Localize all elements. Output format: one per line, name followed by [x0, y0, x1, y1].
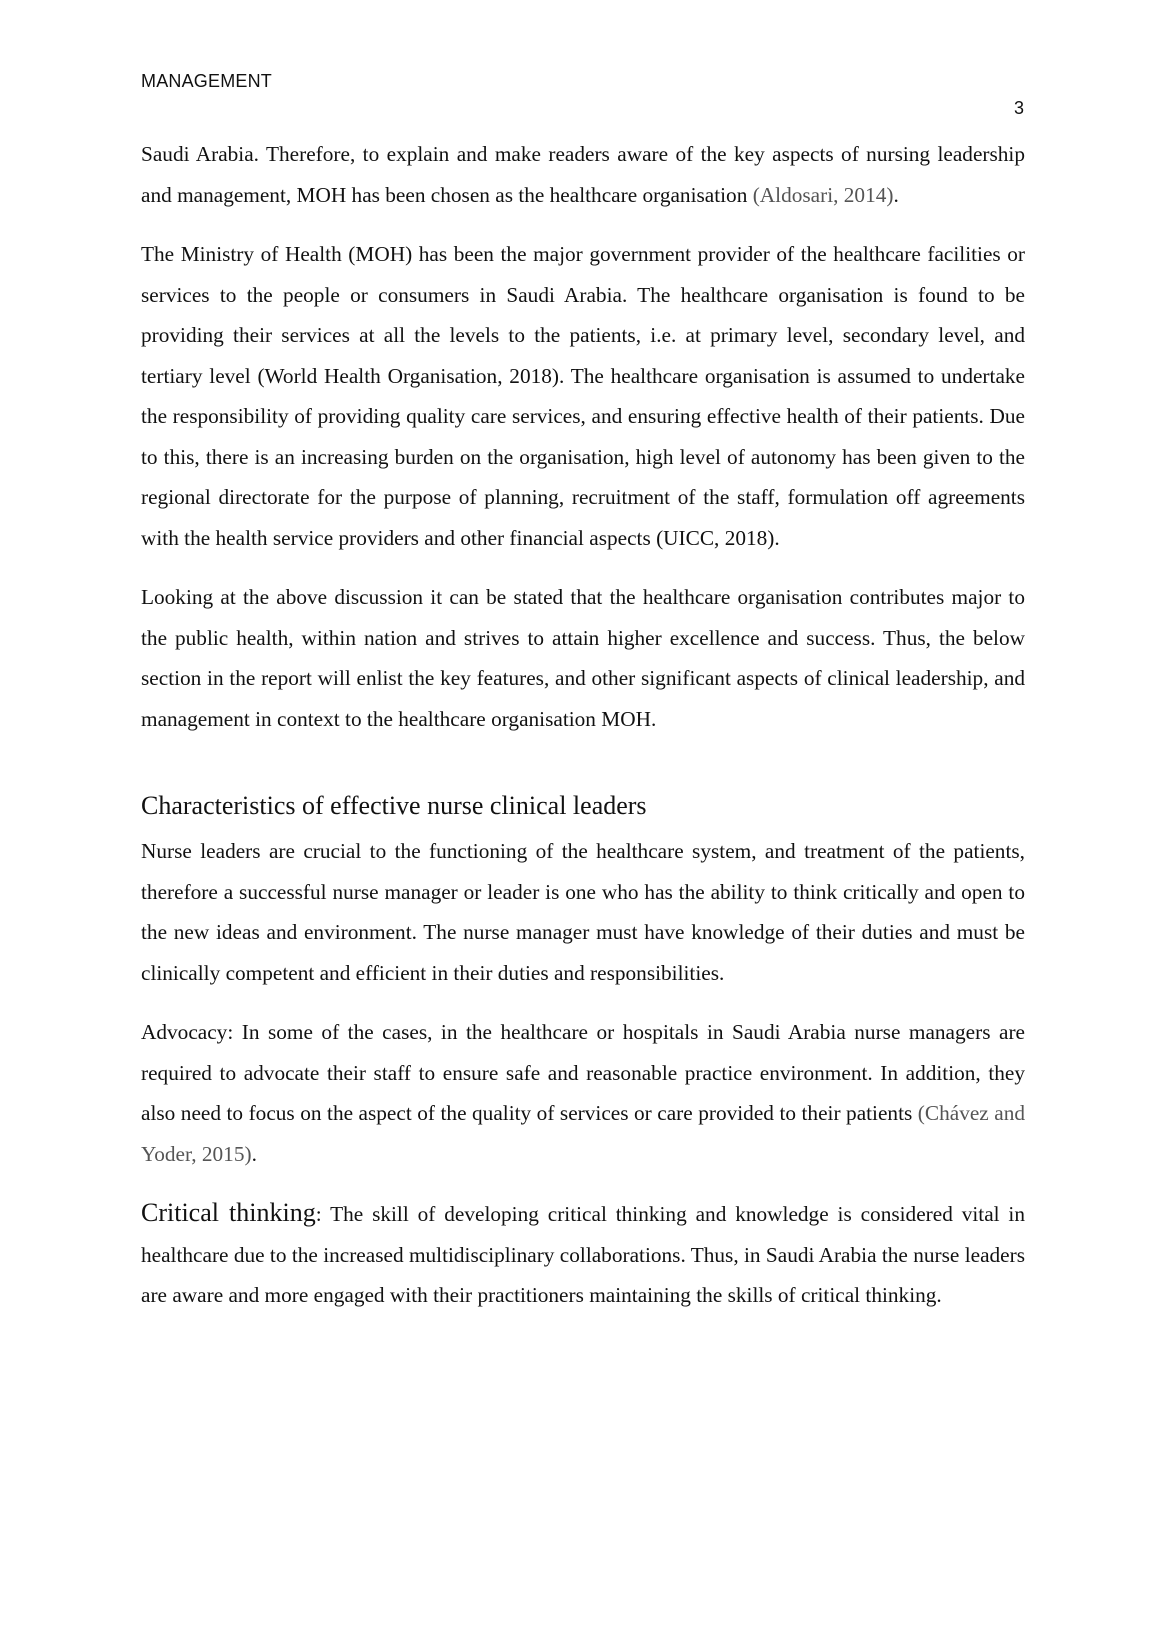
paragraph-intro-continuation [141, 134, 1025, 215]
paragraph-nurse-leaders: Nurse leaders are crucial to the functioning of the healthcare system, and treatment of the patients, therefore a successful nurse manager or leader is one who has the ability to think critically and open to the new ideas and environment. The nurse manager must have knowledge of their duties and must be clinically competent and efficient in their duties and responsibilities. [141, 839, 1025, 985]
paragraph-text: : The skill of developing critical thinking and knowledge is considered vital in healthcare due to the increased multidisciplinary collaborations. Thus, in Saudi Arabia the nurse leaders are aware and more engaged with their practitioners maintaining the skills of critical thinking. [141, 1202, 1026, 1307]
paragraph-critical-thinking [141, 1193, 1025, 1316]
paragraph-advocacy [141, 1012, 1025, 1174]
running-head: MANAGEMENT [141, 71, 273, 91]
citation: (Aldosari, 2014) [752, 182, 894, 207]
page-number: 3 [1013, 98, 1024, 118]
document-body [141, 134, 1025, 1335]
paragraph-discussion-summary: Looking at the above discussion it can be stated that the healthcare organisation contributes major to the public health, within nation and strives to attain higher excellence and success. Thus, the below section in the report will enlist the key features, and other significant aspects of clinical leadership, and management in context to the healthcare organisation MOH. [141, 585, 1025, 731]
section-heading: Characteristics of effective nurse clinical leaders [141, 791, 647, 820]
paragraph-end: . [893, 182, 899, 207]
paragraph-end: . [251, 1141, 257, 1166]
citation: (Chávez and Yoder, 2015) [141, 1101, 1026, 1166]
lead-term: Critical thinking [141, 1198, 316, 1227]
paragraph-text: Saudi Arabia. Therefore, to explain and make readers aware of the key aspects of nursing leadership and management, MOH has been chosen as the healthcare organisation [141, 142, 1025, 207]
paragraph-text: Advocacy: In some of the cases, in the healthcare or hospitals in Saudi Arabia nurse managers are required to advocate their staff to ensure safe and reasonable practice environment. In addition, they also need to focus on the aspect of the quality of services or care provided to their patients [141, 1020, 1025, 1125]
paragraph-moh-overview: The Ministry of Health (MOH) has been the major government provider of the healthcare facilities or services to the people or consumers in Saudi Arabia. The healthcare organisation is found to be providing their services at all the levels to the patients, i.e. at primary level, secondary level, and tertiary level (World Health Organisation, 2018). The healthcare organisation is assumed to undertake the responsibility of providing quality care services, and ensuring effective health of their patients. Due to this, there is an increasing burden on the organisation, high level of autonomy has been given to the regional directorate for the purpose of planning, recruitment of the staff, formulation off agreements with the health service providers and other financial aspects (UICC, 2018). [141, 242, 1025, 550]
